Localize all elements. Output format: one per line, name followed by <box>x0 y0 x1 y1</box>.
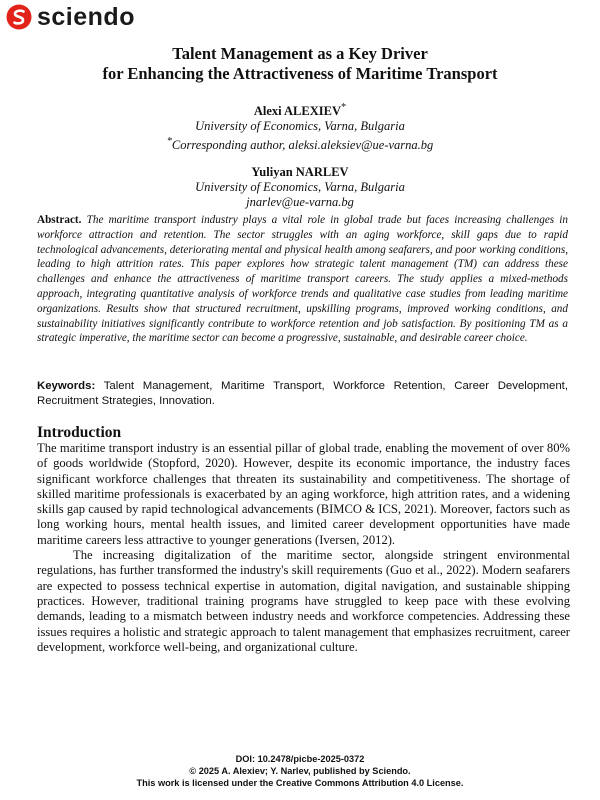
sciendo-logo-mark-icon <box>6 4 32 30</box>
author-2-contact: jnarlev@ue-varna.bg <box>246 195 354 210</box>
page-footer <box>0 753 600 789</box>
intro-paragraph-2: The increasing digitalization of the maritime sector, alongside stringent environmental regulations, has further transformed the industry's skill requirements (Guo et al., 2022). Modern seafarers are expected to possess technical expertise in automation, digital navigation, and sustainable shipping practices. However, traditional training programs have struggled to keep pace with these evolving demands, leading to a mismatch between industry needs and workforce competencies. Addressing these issues requires a holistic and strategic approach to talent management that emphasizes recruitment, career development, workforce well-being, and organizational culture. <box>37 548 570 654</box>
footer-doi: DOI: 10.2478/picbe-2025-0372 <box>235 754 365 764</box>
keywords-label: Keywords: <box>37 380 96 392</box>
author-1-name-line <box>0 100 600 119</box>
author-1-contact: Corresponding author, aleksi.aleksiev@ue-varna.bg <box>171 138 434 153</box>
author-1-mark: * <box>340 102 347 113</box>
footer-license: This work is licensed under the Creative Commons Attribution 4.0 License. <box>136 778 464 788</box>
abstract-label: Abstract. <box>37 214 82 226</box>
author-2-name: Yuliyan NARLEV <box>251 165 349 180</box>
abstract-text: The maritime transport industry plays a vital role in global trade but faces increasing challenges in workforce attraction and retention. The sector struggles with an aging workforce, skill gaps due to rapid technological advancements, deteriorating mental and physical health among seafarers, and poor working conditions, leading to high attrition rates. This paper explores how strategic talent management (TM) can address these challenges and enhance the attractiveness of maritime transport careers. The study applies a mixed-methods approach, integrating quantitative analysis of workforce trends and qualitative case studies from leading maritime organizations. Results show that structured recruitment, upskilling programs, improved working conditions, and sustainability initiatives significantly contribute to workforce retention and job satisfaction. By positioning TM as a strategic imperative, the maritime sector can become a progressive, sustainable, and desirable career choice. <box>37 214 569 345</box>
section-heading-introduction: Introduction <box>37 424 122 441</box>
paper-title <box>0 44 600 84</box>
author-1-contact-line <box>0 134 600 153</box>
author-1-name: Alexi ALEXIEV <box>253 104 341 119</box>
author-block <box>0 100 600 210</box>
introduction-body <box>37 441 570 655</box>
title-line-1: Talent Management as a Key Driver <box>172 44 428 63</box>
sciendo-logo-text: sciendo <box>37 3 135 31</box>
title-line-2: for Enhancing the Attractiveness of Maritime Transport <box>102 64 498 83</box>
corresponding-mark: * <box>166 136 172 148</box>
abstract <box>37 213 568 346</box>
intro-paragraph-1: The maritime transport industry is an essential pillar of global trade, enabling the movement of over 80% of goods worldwide (Stopford, 2020). However, despite its economic importance, the industry faces significant workforce challenges that threaten its sustainability and competitiveness. The shortage of skilled maritime professionals is exacerbated by an aging workforce, high attrition rates, and a widening skills gap caused by rapid technological advancements (BIMCO & ICS, 2021). Moreover, factors such as long working hours, mental health issues, and limited career development opportunities have made maritime careers less attractive to younger generations (Iversen, 2012). <box>37 441 570 547</box>
footer-copyright: © 2025 A. Alexiev; Y. Narlev, published by Sciendo. <box>189 766 411 776</box>
sciendo-logo <box>6 4 135 30</box>
author-2-affiliation: University of Economics, Varna, Bulgaria <box>195 180 405 195</box>
author-1-affiliation: University of Economics, Varna, Bulgaria <box>195 119 405 134</box>
keywords <box>37 379 568 408</box>
keywords-text: Talent Management, Maritime Transport, Workforce Retention, Career Development, Recruitment Strategies, Innovation. <box>37 380 568 407</box>
